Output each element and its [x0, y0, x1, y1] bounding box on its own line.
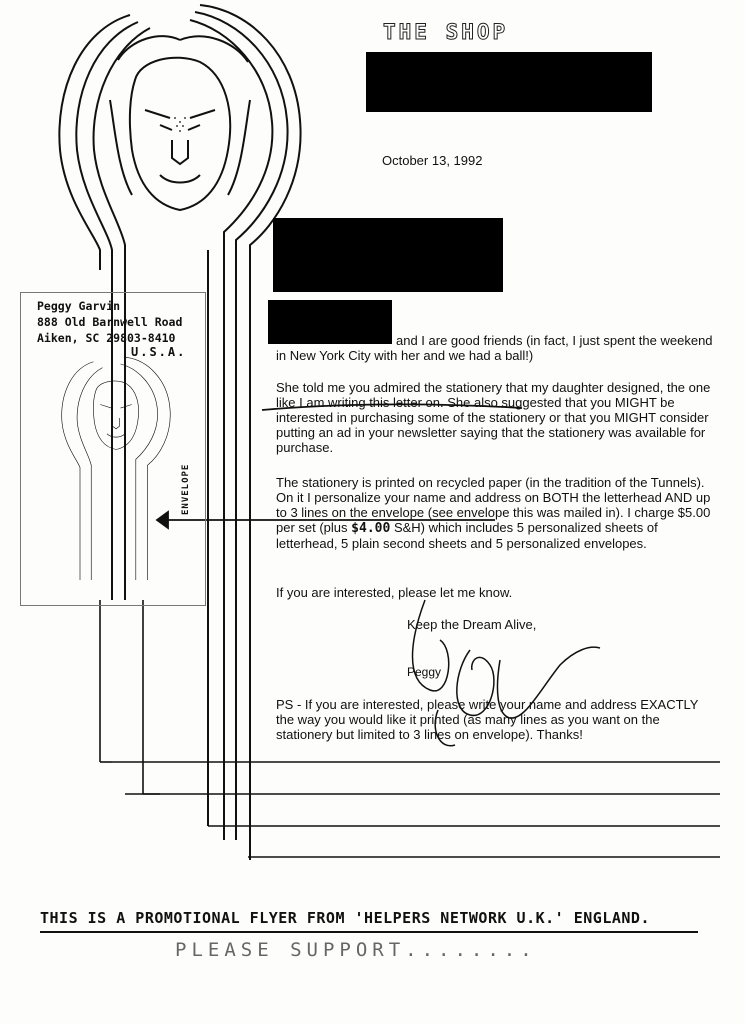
handwritten-price: $4.00 — [351, 521, 391, 536]
envelope-address — [37, 298, 182, 346]
redaction-block — [273, 218, 503, 292]
letter-date: October 13, 1992 — [382, 153, 483, 168]
letter-postscript: PS - If you are interested, please write your name and address EXACTLY the way you would like it printed (as many lines as you want on the stationery but limited to 3 lines on envelope). Thanks! — [276, 697, 699, 742]
letter-paragraph: and I are good friends (in fact, I just spent the weekend in New York City with her and we had a ball!) — [276, 333, 713, 363]
letter-paragraph — [276, 475, 716, 551]
shop-title: THE SHOP — [383, 20, 509, 44]
letter-closing: Keep the Dream Alive, — [407, 617, 537, 632]
redaction-block — [366, 52, 652, 112]
paragraph-text: The stationery is printed on recycled paper (in the tradition of the Tunnels). On it I personalize your name and address on BOTH the letterhead AND up to 3 lines on the envelope (see envelope this was mailed in). I charge $5.00 per set (plus — [276, 475, 711, 535]
flyer-note: THIS IS A PROMOTIONAL FLYER FROM 'HELPERS NETWORK U.K.' ENGLAND. — [40, 909, 650, 927]
paragraph-text: S&H) which includes 5 personalized sheets of letterhead, 5 plain second sheets and 5 personalized envelopes. — [276, 520, 658, 551]
support-note: PLEASE SUPPORT........ — [175, 939, 537, 961]
envelope-street: 888 Old Barnwell Road — [37, 315, 183, 329]
envelope-name: Peggy Garvin — [37, 299, 121, 313]
envelope-city: Aiken, SC 29803-8410 — [37, 331, 176, 345]
envelope-label: ENVELOPE — [181, 463, 191, 515]
letter-paragraph: If you are interested, please let me know. — [276, 585, 513, 600]
signer-name: Peggy — [407, 665, 442, 679]
letter-paragraph: She told me you admired the stationery that my daughter designed, the one like I am writing this letter on. She also suggested that you MIGHT be interested in purchasing some of the stationery or that you MIGHT consider putting an ad in your newsletter saying that the stationery was available for purchase. — [276, 380, 711, 455]
envelope-country: U.S.A. — [131, 345, 187, 359]
